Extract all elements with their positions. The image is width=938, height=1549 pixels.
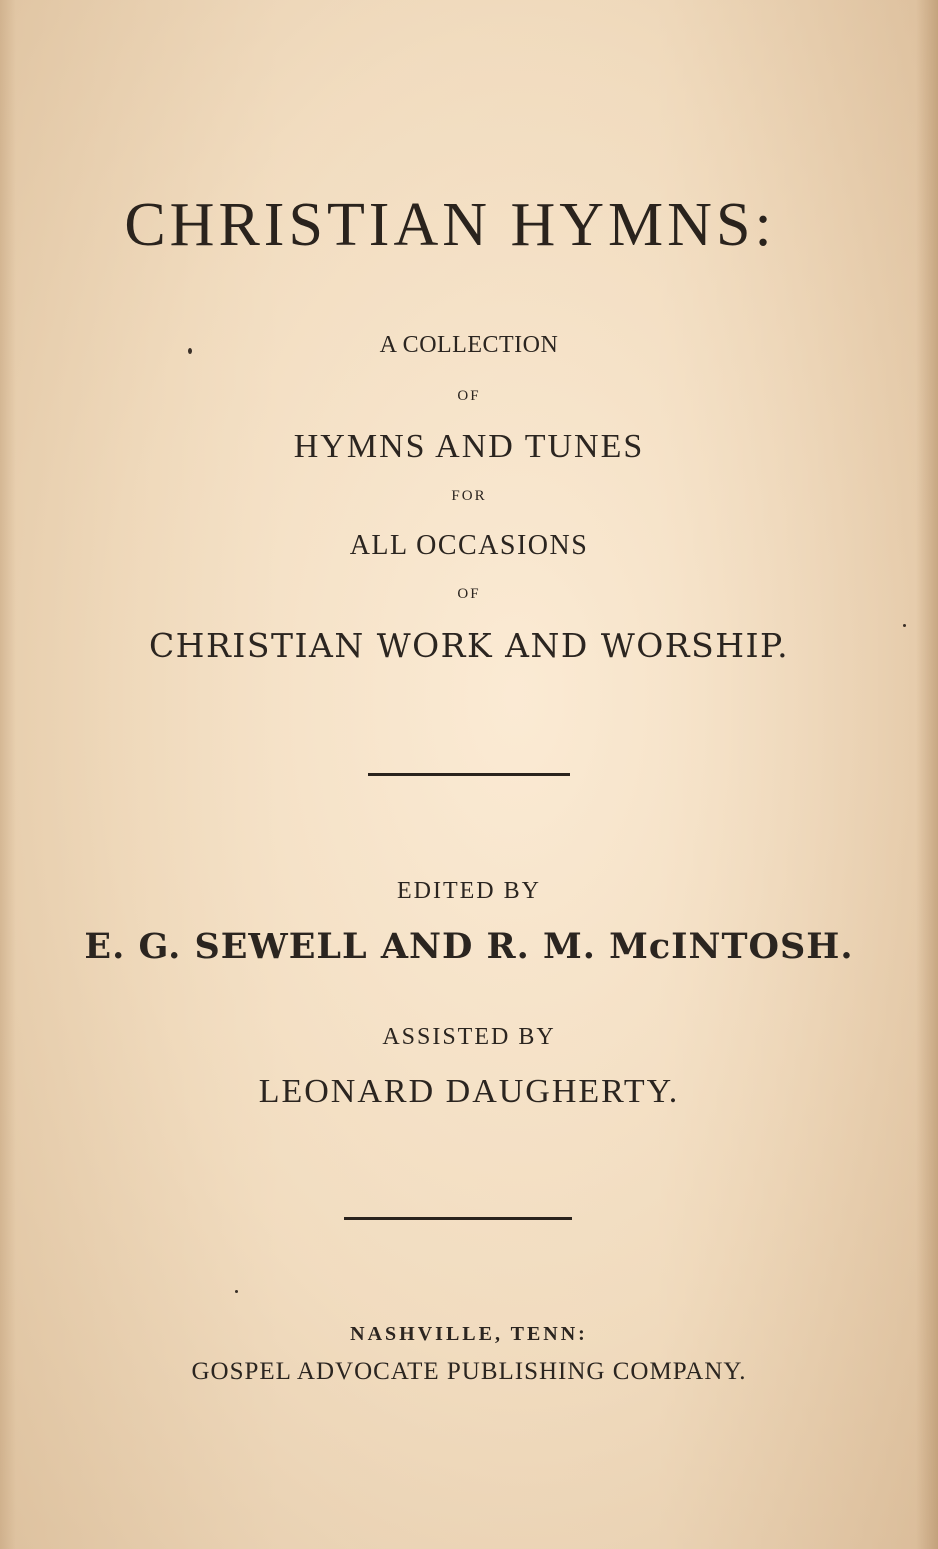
imprint-publisher: GOSPEL ADVOCATE PUBLISHING COMPANY. bbox=[191, 1358, 747, 1385]
divider-rule-upper bbox=[368, 773, 570, 776]
page-edge-shadow-right bbox=[916, 0, 938, 1549]
divider-rule-lower bbox=[344, 1217, 572, 1220]
ink-speck bbox=[235, 1290, 238, 1293]
editor-names: E. G. SEWELL AND R. M. McINTOSH. bbox=[84, 926, 854, 967]
subtitle-line-collection: A COLLECTION bbox=[379, 332, 559, 358]
assisted-by-label: ASSISTED BY bbox=[382, 1024, 556, 1050]
subtitle-line-for: FOR bbox=[451, 488, 487, 504]
subtitle-line-all-occasions: ALL OCCASIONS bbox=[349, 530, 589, 561]
subtitle-line-of-2: OF bbox=[457, 586, 481, 602]
assistant-name: LEONARD DAUGHERTY. bbox=[258, 1073, 680, 1110]
book-title: CHRISTIAN HYMNS: bbox=[124, 191, 776, 259]
subtitle-line-work-and-worship: CHRISTIAN WORK AND WORSHIP. bbox=[148, 626, 790, 665]
subtitle-line-of: OF bbox=[457, 388, 481, 404]
imprint-city: NASHVILLE, TENN: bbox=[350, 1323, 588, 1345]
ink-speck bbox=[188, 348, 192, 354]
page-edge-shadow-left bbox=[0, 0, 16, 1549]
edited-by-label: EDITED BY bbox=[397, 878, 541, 904]
subtitle-line-hymns-and-tunes: HYMNS AND TUNES bbox=[293, 428, 645, 465]
ink-speck bbox=[903, 624, 906, 627]
